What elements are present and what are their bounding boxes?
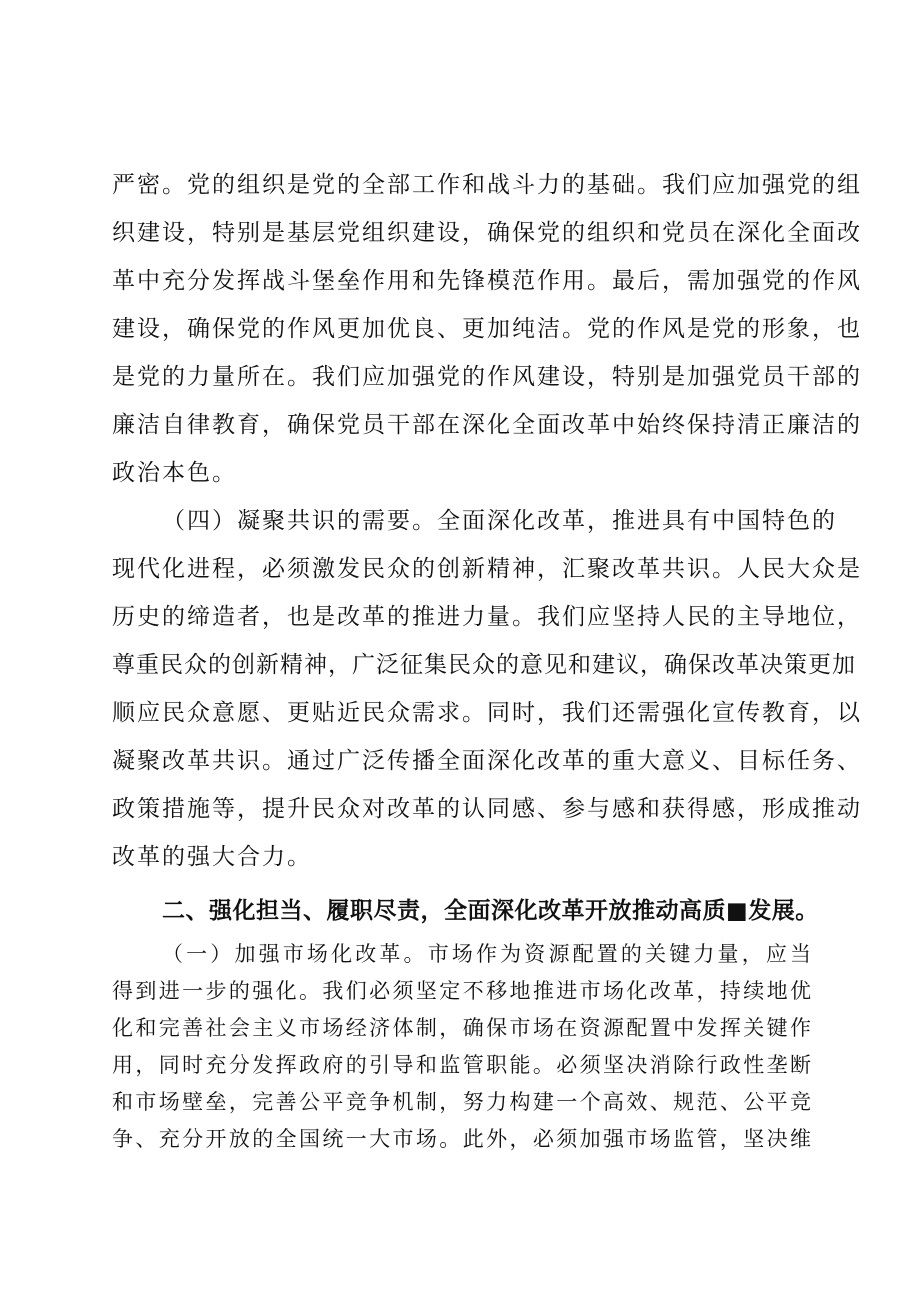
text-line: 用，同时充分发挥政府的引导和监管职能。必须坚决消除行政性垄断 <box>112 1053 812 1077</box>
text-line: （四）凝聚共识的需要。全面深化改革，推进具有中国特色的 <box>162 508 837 534</box>
text-line: 尊重民众的创新精神，广泛征集民众的意见和建议，确保改革决策更加 <box>112 652 856 678</box>
section-heading: 二、强化担当、履职尽责，全面深化改革开放推动高质■发展。 <box>162 898 819 924</box>
text-line: 历史的缔造者，也是改革的推进力量。我们应坚持人民的主导地位， <box>112 604 862 630</box>
text-line: （一）加强市场化改革。市场作为资源配置的关键力量，应当 <box>162 942 812 966</box>
text-line: 顺应民众意愿、更贴近民众需求。同时，我们还需强化宣传教育，以 <box>112 700 862 726</box>
text-line: 建设，确保党的作风更加优良、更加纯洁。党的作风是党的形象，也 <box>112 316 862 342</box>
text-line: 和市场壁垒，完善公平竞争机制，努力构建一个高效、规范、公平竞 <box>112 1090 812 1114</box>
text-line: 凝聚改革共识。通过广泛传播全面深化改革的重大意义、目标任务、 <box>112 748 862 774</box>
text-line: 严密。党的组织是党的全部工作和战斗力的基础。我们应加强党的组 <box>112 172 862 198</box>
text-line: 革中充分发挥战斗堡垒作用和先锋模范作用。最后，需加强党的作风 <box>112 268 862 294</box>
text-line: 得到进一步的强化。我们必须坚定不移地推进市场化改革，持续地优 <box>112 979 812 1003</box>
text-line: 争、充分开放的全国统一大市场。此外，必须加强市场监管，坚决维 <box>112 1127 812 1151</box>
text-line: 是党的力量所在。我们应加强党的作风建设，特别是加强党员干部的 <box>112 364 862 390</box>
text-line: 改革的强大合力。 <box>112 844 312 870</box>
text-line: 现代化进程，必须激发民众的创新精神，汇聚改革共识。人民大众是 <box>112 556 862 582</box>
text-line: 政治本色。 <box>112 460 237 486</box>
text-line: 化和完善社会主义市场经济体制，确保市场在资源配置中发挥关键作 <box>112 1016 812 1040</box>
text-line: 政策措施等，提升民众对改革的认同感、参与感和获得感，形成推动 <box>112 796 862 822</box>
text-line: 织建设，特别是基层党组织建设，确保党的组织和党员在深化全面改 <box>112 220 862 246</box>
text-line: 廉洁自律教育，确保党员干部在深化全面改革中始终保持清正廉洁的 <box>112 412 862 438</box>
